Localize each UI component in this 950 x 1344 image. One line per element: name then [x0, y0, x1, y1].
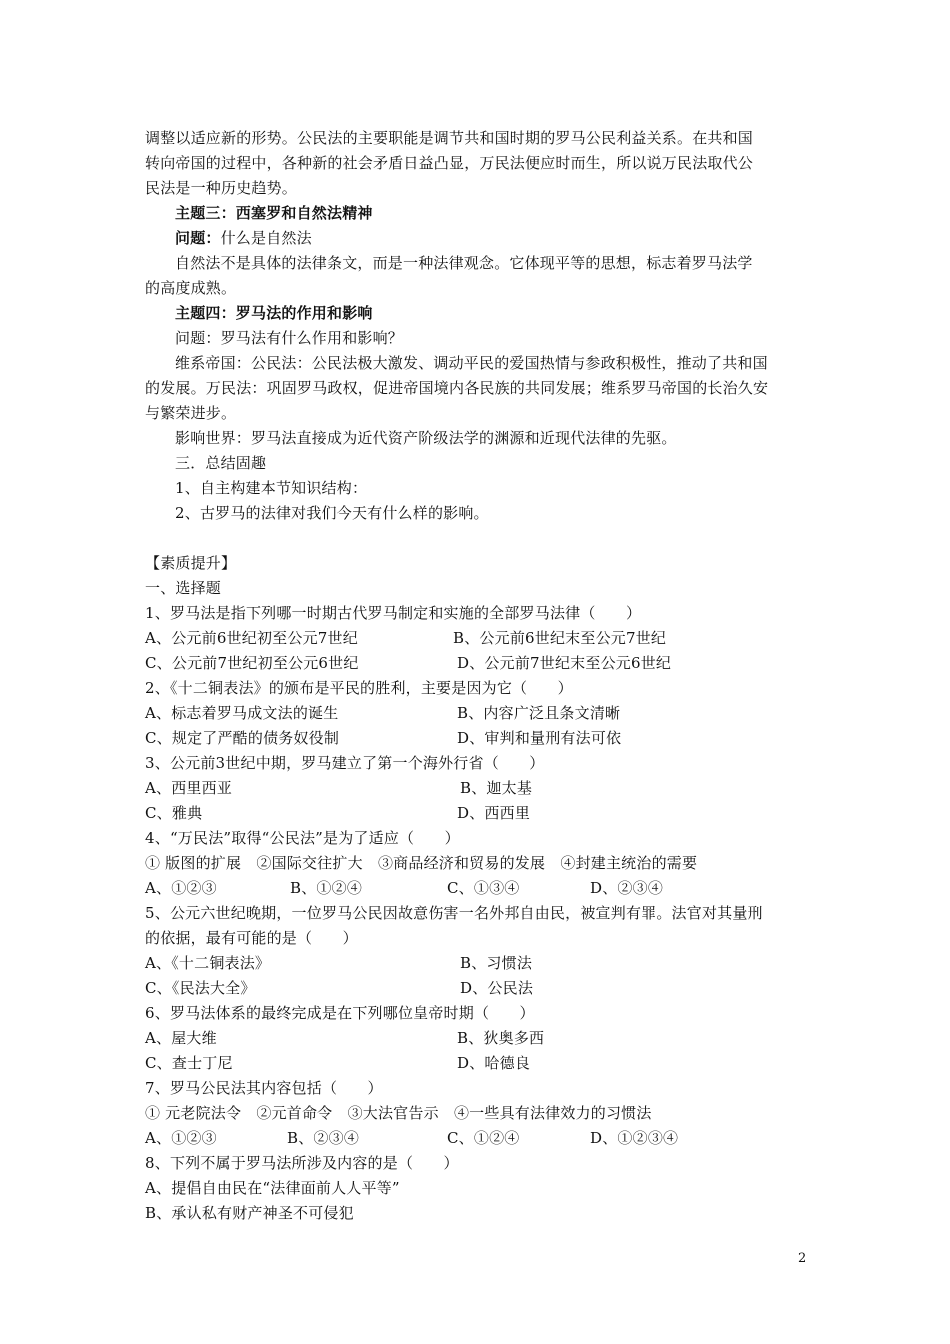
option-b: B、迦太基: [460, 779, 533, 797]
option-d: D、公元前7世纪末至公元6世纪: [457, 654, 672, 672]
question-items: ① 版图的扩展 ②国际交往扩大 ③商品经济和贸易的发展 ④封建主统治的需要: [145, 854, 698, 872]
answer-line: 自然法不是具体的法律条文，而是一种法律观念。它体现平等的思想，标志着罗马法学: [175, 254, 753, 272]
question-4: 问题：罗马法有什么作用和影响？: [175, 329, 404, 347]
paragraph-line: 转向帝国的过程中，各种新的社会矛盾日益凸显，万民法便应时而生，所以说万民法取代公: [145, 154, 754, 172]
option-d: D、①②③④: [590, 1129, 679, 1147]
option-c: C、《民法大全》: [145, 979, 256, 997]
section-title: 【素质提升】: [145, 554, 237, 572]
option-b: B、公元前6世纪末至公元7世纪: [453, 629, 667, 647]
question-stem: 5、公元六世纪晚期，一位罗马公民因故意伤害一名外邦自由民，被宣判有罪。法官对其量刑: [145, 904, 763, 922]
question-stem: 3、公元前3世纪中期，罗马建立了第一个海外行省（ ）: [145, 754, 545, 772]
paragraph-line: 调整以适应新的形势。公民法的主要职能是调节共和国时期的罗马公民利益关系。在共和国: [145, 129, 754, 147]
option-a: A、屋大维: [145, 1029, 217, 1047]
answer-line: 影响世界：罗马法直接成为近代资产阶级法学的渊源和近现代法律的先驱。: [175, 429, 677, 447]
option-b: B、②③④: [287, 1129, 360, 1147]
option-d: D、西西里: [457, 804, 531, 822]
option-a: A、①②③: [145, 879, 217, 897]
option-b: B、承认私有财产神圣不可侵犯: [145, 1204, 354, 1222]
option-c: C、①③④: [447, 879, 520, 897]
paragraph-line: 民法是一种历史趋势。: [145, 179, 298, 197]
option-b: B、①②④: [290, 879, 363, 897]
option-b: B、狄奥多西: [457, 1029, 545, 1047]
answer-line: 维系帝国：公民法：公民法极大激发、调动平民的爱国热情与参政积极性，推动了共和国: [175, 354, 768, 372]
question-stem: 的依据，最有可能的是（ ）: [145, 929, 358, 947]
question-stem: 1、罗马法是指下列哪一时期古代罗马制定和实施的全部罗马法律（ ）: [145, 604, 642, 622]
summary-item: 2、古罗马的法律对我们今天有什么样的影响。: [175, 504, 489, 522]
option-c: C、①②④: [447, 1129, 520, 1147]
question-text: 什么是自然法: [220, 229, 312, 247]
option-a: A、《十二铜表法》: [145, 954, 271, 972]
question-label: 问题：: [175, 229, 221, 247]
question-stem: 6、罗马法体系的最终完成是在下列哪位皇帝时期（ ）: [145, 1004, 535, 1022]
question-stem: 8、下列不属于罗马法所涉及内容的是（ ）: [145, 1154, 459, 1172]
summary-heading: 三．总结固趣: [175, 454, 267, 472]
answer-line: 的发展。万民法：巩固罗马政权，促进帝国境内各民族的共同发展；维系罗马帝国的长治久安: [145, 379, 769, 397]
question-stem: 7、罗马公民法其内容包括（ ）: [145, 1079, 383, 1097]
summary-item: 1、自主构建本节知识结构：: [175, 479, 368, 497]
topic-heading-4: 主题四：罗马法的作用和影响: [175, 304, 373, 322]
answer-line: 的高度成熟。: [145, 279, 237, 297]
option-c: C、公元前7世纪初至公元6世纪: [145, 654, 359, 672]
option-d: D、审判和量刑有法可依: [457, 729, 622, 747]
option-d: D、哈德良: [457, 1054, 531, 1072]
option-b: B、内容广泛且条文清晰: [457, 704, 621, 722]
topic-heading-3: 主题三：西塞罗和自然法精神: [175, 204, 373, 222]
option-a: A、公元前6世纪初至公元7世纪: [145, 629, 358, 647]
section-subtitle: 一、选择题: [145, 579, 222, 597]
option-c: C、规定了严酷的债务奴役制: [145, 729, 340, 747]
option-d: D、公民法: [460, 979, 534, 997]
option-c: C、雅典: [145, 804, 203, 822]
answer-line: 与繁荣进步。: [145, 404, 237, 422]
question-3: [175, 228, 312, 248]
page-number: 2: [798, 1251, 807, 1266]
question-items: ① 元老院法令 ②元首命令 ③大法官告示 ④一些具有法律效力的习惯法: [145, 1104, 652, 1122]
option-a: A、标志着罗马成文法的诞生: [145, 704, 339, 722]
option-a: A、提倡自由民在“法律面前人人平等”: [145, 1179, 400, 1197]
question-stem: 2、《十二铜表法》的颁布是平民的胜利，主要是因为它（ ）: [145, 679, 573, 697]
option-c: C、查士丁尼: [145, 1054, 233, 1072]
question-stem: 4、“万民法”取得“公民法”是为了适应（ ）: [145, 829, 460, 847]
option-a: A、①②③: [145, 1129, 217, 1147]
option-d: D、②③④: [590, 879, 664, 897]
option-b: B、习惯法: [460, 954, 533, 972]
option-a: A、西里西亚: [145, 779, 233, 797]
